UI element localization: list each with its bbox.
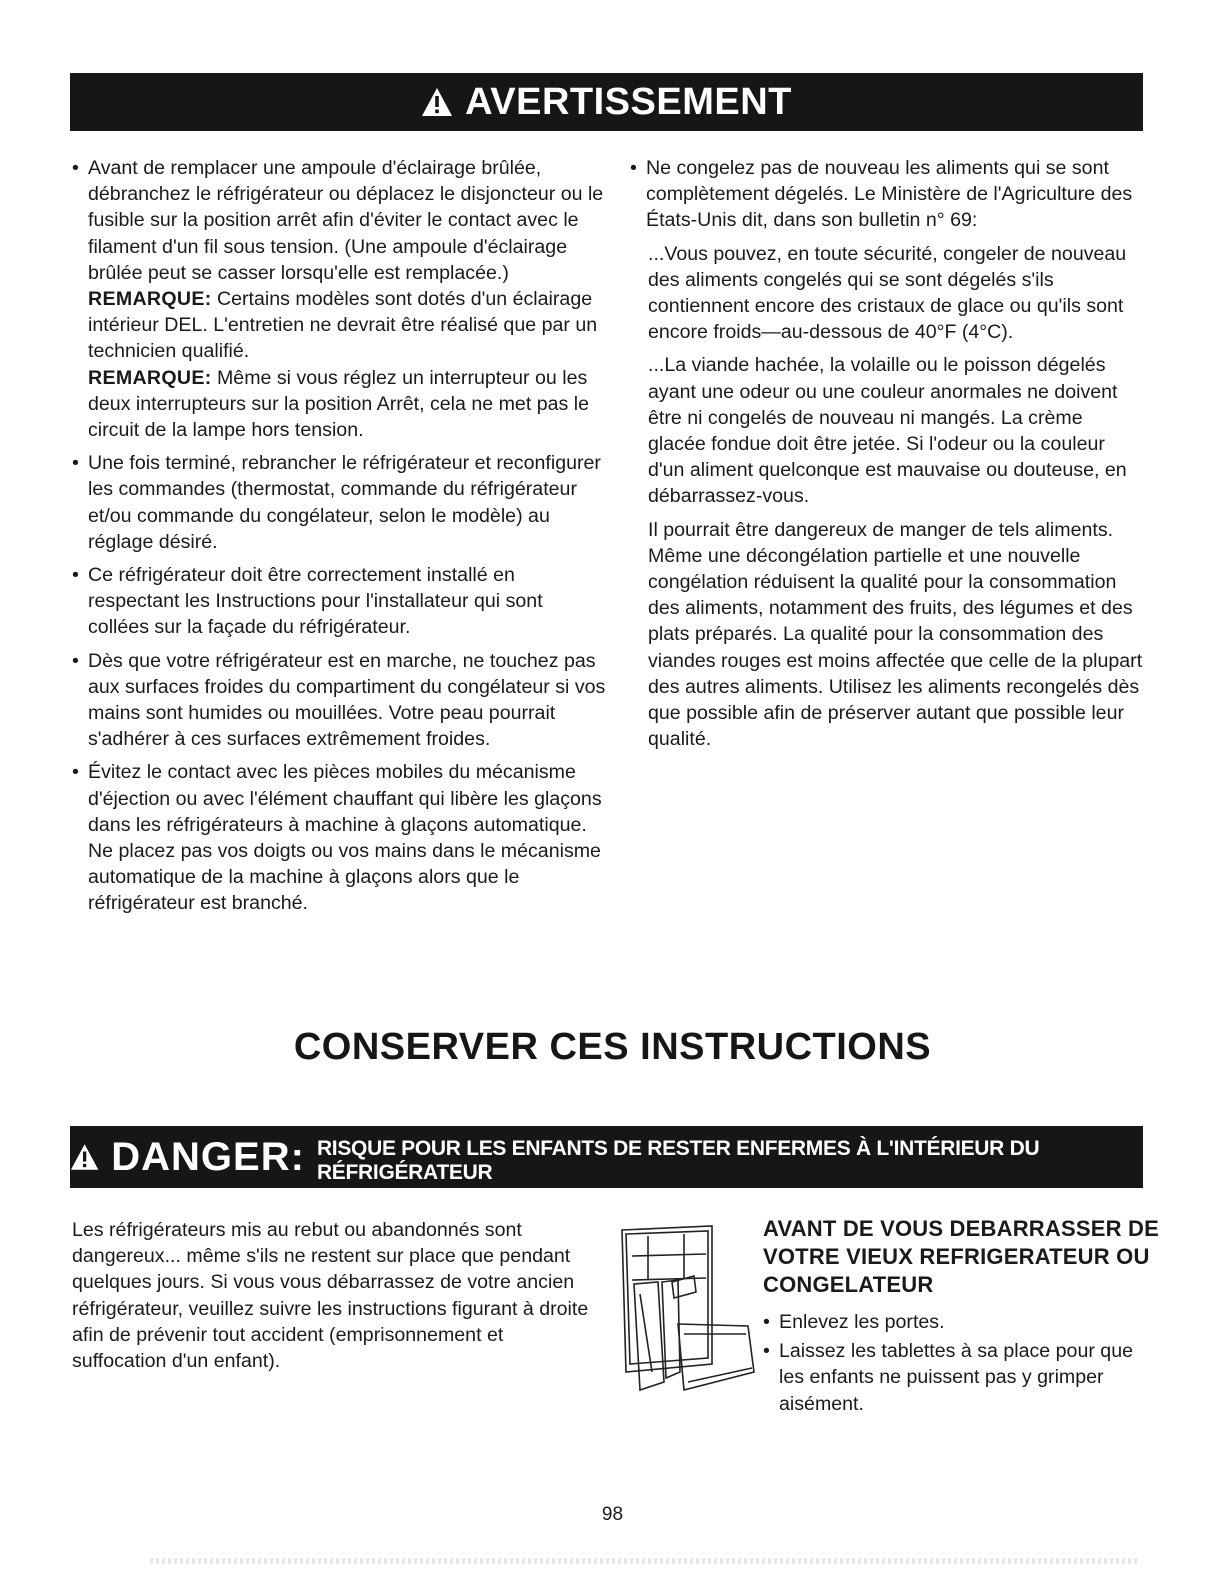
note [88,286,607,365]
list-item [630,155,1145,234]
list-item [72,648,607,753]
warning-right-column [630,155,1145,759]
note-label: REMARQUE: [88,288,212,311]
danger-subtitle: RISQUE POUR LES ENFANTS DE RESTER ENFERMES À L'INTÉRIEUR DU RÉFRIGÉRATEUR [316,1137,1040,1184]
note [88,365,607,444]
bullet: • [72,452,79,475]
list-item [72,562,607,641]
list-item [72,155,607,443]
warning-banner [70,73,1143,131]
bullet: • [72,564,79,587]
warning-triangle-icon [70,1142,99,1172]
save-instructions-heading: CONSERVER CES INSTRUCTIONS [293,1026,932,1068]
item-text: Évitez le contact avec les pièces mobiles du mécanisme d'éjection ou avec l'élément chauffant qui libère les glaçons dans les réfrigérateurs à machine à glaçons automatique. Ne placez pas vos doigts ou vos mains dans le mécanisme automatique de la machine à glaçons alors que le réfrigérateur est branché. [88,761,602,915]
item-text: Enlevez les portes. [779,1311,945,1333]
quote-paragraph: ...Vous pouvez, en toute sécurité, congeler de nouveau des aliments congelés qui se sont dégelés s'ils contiennent encore des cristaux de glace ou qu'ils sont encore froids—au-dessous de 40°F (4°C). [648,242,1127,344]
disposal-instructions [763,1215,1163,1420]
list-item [763,1309,1163,1335]
warning-triangle-icon [421,87,453,117]
quote-paragraph: ...La viande hachée, la volaille ou le poisson dégelés ayant une odeur ou une couleur anormales ne doivent être ni congelés de nouveau ni mangés. La crème glacée fondue doit être jetée. Si l'odeur ou la couleur d'un aliment quelconque est mauvaise ou douteuse, en débarrassez-vous. [648,354,1127,508]
note-label: REMARQUE: [88,366,212,389]
item-text: Ne congelez pas de nouveau les aliments qui se sont complètement dégelés. Le Ministère de l'Agriculture des États-Unis dit, dans son bulletin n° 69: [646,157,1133,232]
note-text: Certains modèles sont dotés d'un éclairage intérieur DEL. L'entretien ne devrait être réalisé que par un technicien qualifié. [88,288,598,363]
warning-left-column [72,155,607,924]
danger-body: Les réfrigérateurs mis au rebut ou abandonnés sont dangereux... même s'ils ne restent sur place que pendant quelques jours. Si vous vous débarrassez de votre ancien réfrigérateur, veuillez suivre les instructions figurant à droite afin de prévenir tout accident (emprisonnement et suffocation d'un enfant). [72,1219,589,1373]
note-text: Même si vous réglez un interrupteur ou les deux interrupteurs sur la position Arrêt, cela ne met pas le circuit de la lampe hors tension. [88,366,589,442]
page-number: 98 [601,1504,624,1525]
item-text: Laissez les tablettes à sa place pour que les enfants ne puissent pas y grimper aisément. [779,1340,1133,1415]
warning-title: AVERTISSEMENT [465,80,792,123]
list-item [72,450,607,555]
danger-title: DANGER: [111,1134,305,1179]
body-paragraph: Il pourrait être dangereux de manger de tels aliments. Même une décongélation partielle et une nouvelle congélation réduisent la qualité pour la consommation des aliments, notamment des fruits, des légumes et des plats préparés. La qualité pour la consommation des viandes rouges est moins affectée que celle de la plupart des autres aliments. Utilisez les aliments recongelés dès que possible afin de préserver autant que possible leur qualité. [648,518,1143,751]
bullet: • [630,157,637,179]
item-text: Une fois terminé, rebrancher le réfrigérateur et reconfigurer les commandes (thermostat, commande du réfrigérateur et/ou commande du congélateur, selon le modèle) au réglage désiré. [88,452,601,553]
bullet: • [763,1311,770,1333]
bullet: • [72,157,79,179]
list-item [763,1338,1163,1417]
bullet: • [763,1340,770,1363]
crop-marks [150,1558,1140,1564]
bullet: • [72,761,79,784]
list-item [72,759,607,916]
bullet: • [72,649,79,672]
danger-banner [70,1126,1143,1188]
item-text: Avant de remplacer une ampoule d'éclairage brûlée, débranchez le réfrigérateur ou déplacez le disjoncteur ou le fusible sur la position arrêt afin d'éviter le contact avec le filament d'un fil sous tension. (Une ampoule d'éclairage brûlée peut se casser lorsqu'elle est remplacée.) [88,157,604,284]
refrigerator-illustration [612,1222,760,1394]
item-text: Ce réfrigérateur doit être correctement installé en respectant les Instructions pour l'installateur qui sont collées sur la façade du réfrigérateur. [88,564,543,639]
item-text: Dès que votre réfrigérateur est en marche, ne touchez pas aux surfaces froides du compartiment du congélateur si vos mains sont humides ou mouillées. Votre peau pourrait s'adhérer à ces surfaces extrêmement froides. [88,649,606,751]
disposal-heading: AVANT DE VOUS DEBARRASSER DE VOTRE VIEUX REFRIGERATEUR OU CONGELATEUR [763,1216,1159,1297]
